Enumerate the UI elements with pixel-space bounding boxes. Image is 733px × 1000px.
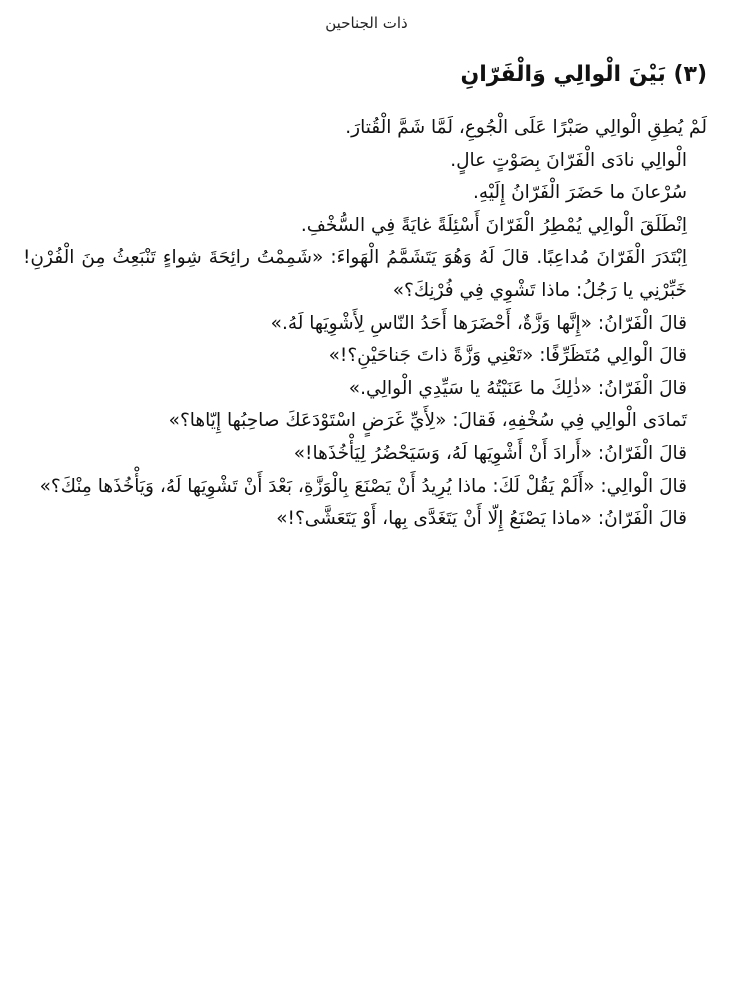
paragraph-6: قالَ الْفَرّانُ: «إِنَّها وَزَّةٌ، أَحْضَرَها أَحَدُ النّاسِ لِأَشْوِيَها لَهُ.»	[270, 312, 687, 334]
paragraph-4: اِنْطَلَقَ الْوالِي يُمْطِرُ الْفَرّانَ أَسْئِلَةً غايَةً فِي السُّخْفِ.	[300, 214, 687, 236]
paragraph-12: قالَ الْفَرّانُ: «ماذا يَصْنَعُ إِلّا أَنْ يَتَغَدَّى بِها، أَوْ يَتَعَشَّى؟!»	[276, 508, 687, 530]
section-title: (٣) بَيْنَ الْوالِي وَالْفَرّانِ	[460, 62, 707, 87]
paragraph-8: قالَ الْفَرّانُ: «ذٰلِكَ ما عَنَيْتُهُ يا سَيِّدِي الْوالِي.»	[348, 377, 687, 399]
paragraph-7: قالَ الْوالِي مُتَظَرِّفًا: «تَعْنِي وَزَّةً ذاتَ جَناحَيْنِ؟!»	[328, 345, 687, 367]
paragraph-2: الْوالِي نادَى الْفَرّانَ بِصَوْتٍ عالٍ.	[450, 149, 687, 171]
paragraph-1: لَمْ يُطِقِ الْوالِي صَبْرًا عَلَى الْجُوعِ، لَمَّا شَمَّ الْقُتارَ.	[345, 117, 707, 138]
story-text	[23, 112, 707, 536]
paragraph-5: اِبْتَدَرَ الْفَرّانَ مُداعِبًا. قالَ لَهُ وَهُوَ يَتَشَمَّمُ الْهَواءَ: «شَمِمْتُ رائِحَةَ شِواءٍ تَنْبَعِثُ مِنَ الْفُرْنِ! خَبِّرْنِي يا رَجُلُ: ماذا تَشْوِي فِي فُرْنِكَ؟»	[23, 247, 687, 301]
paragraph-3: سُرْعانَ ما حَضَرَ الْفَرّانُ إِلَيْهِ.	[473, 182, 687, 204]
paragraph-10: قالَ الْفَرّانُ: «أَرادَ أَنْ أَشْوِيَها لَهُ، وَسَيَحْضُرُ لِيَأْخُذَها!»	[293, 442, 687, 464]
paragraph-9: تَمادَى الْوالِي فِي سُخْفِهِ، فَقالَ: «لِأَيِّ غَرَضٍ اسْتَوْدَعَكَ صاحِبُها إِيّاها؟»	[168, 410, 687, 432]
running-header: ذات الجناحين	[325, 14, 408, 32]
paragraph-11: قالَ الْوالِي: «أَلَمْ يَقُلْ لَكَ: ماذا يُرِيدُ أَنْ يَصْنَعَ بِالْوَزَّةِ، بَعْدَ أَنْ تَشْوِيَها لَهُ، وَيَأْخُذَها مِنْكَ؟»	[39, 475, 687, 497]
